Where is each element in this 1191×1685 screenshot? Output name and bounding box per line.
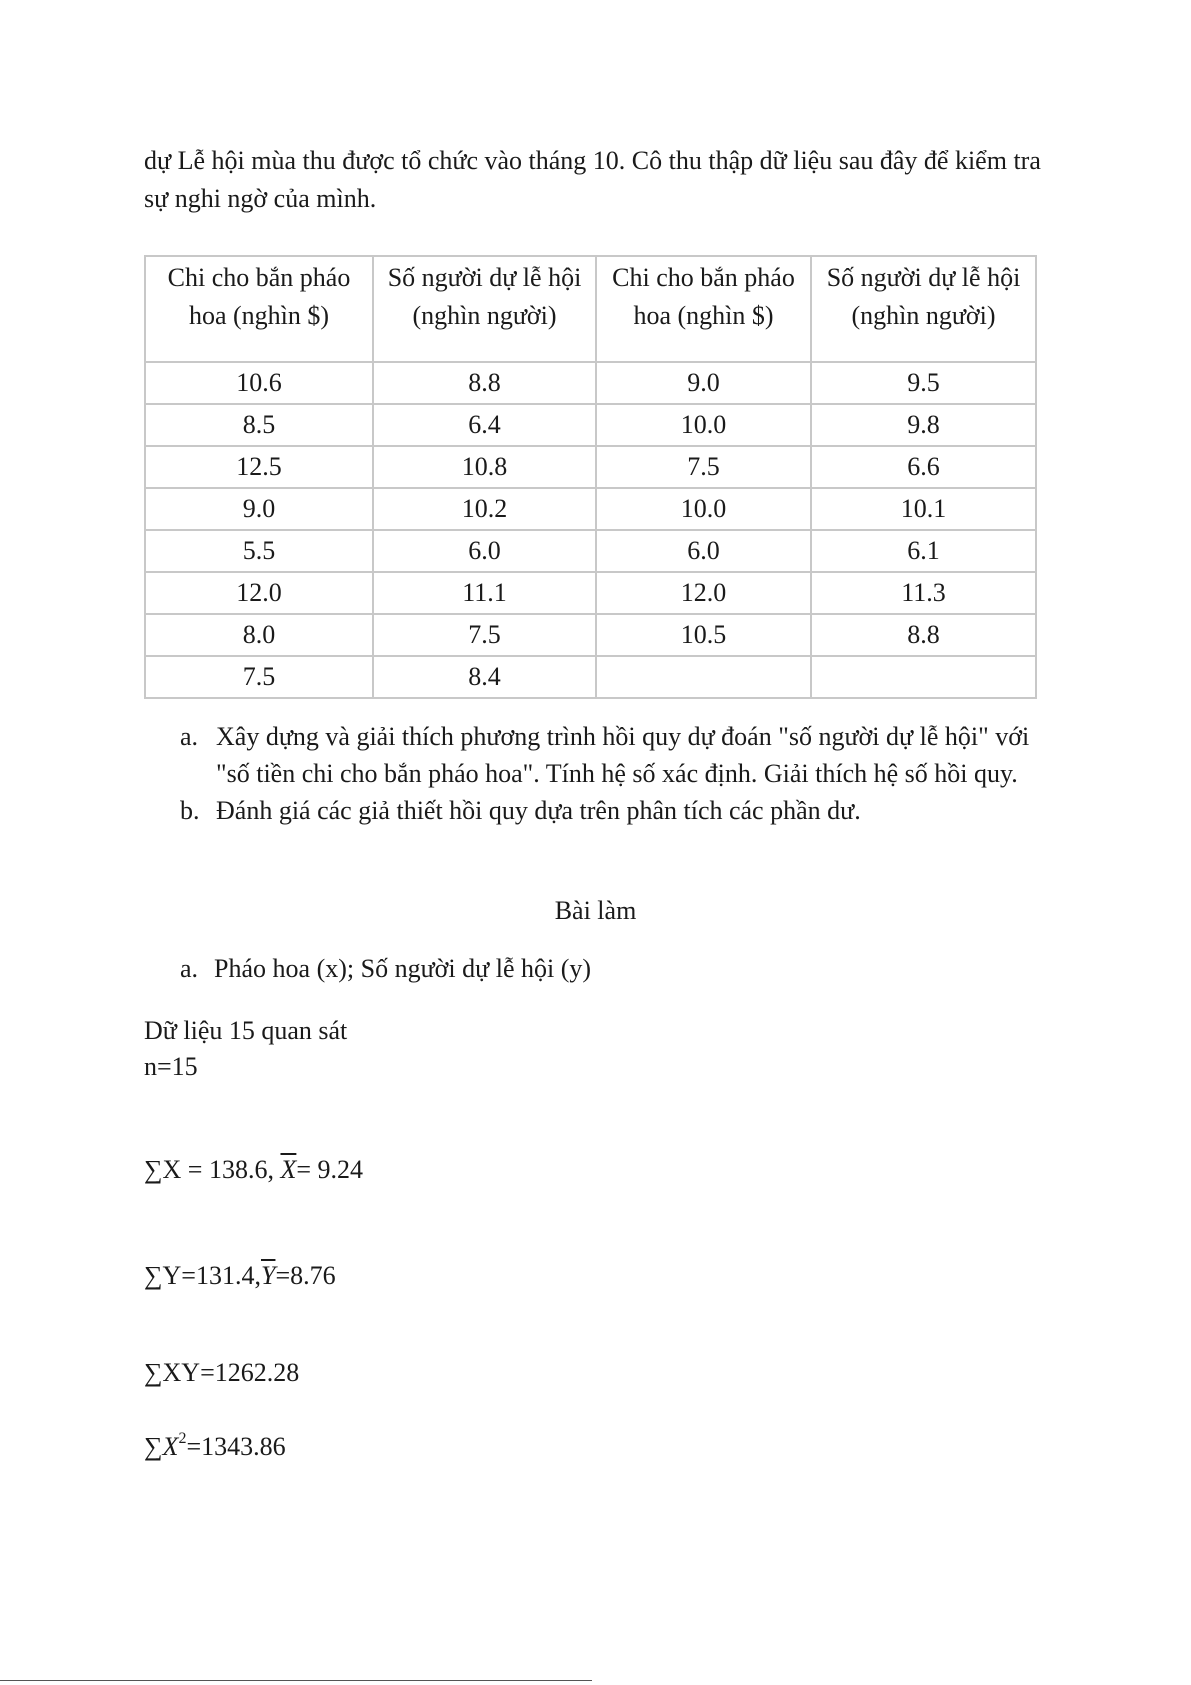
table-header-cell: Số người dự lễ hội (nghìn người)	[373, 256, 596, 362]
mean-symbol: $\overline{Y}$	[260, 1261, 276, 1290]
table-cell: 8.0	[145, 614, 373, 656]
table-cell: 10.2	[373, 488, 596, 530]
formula-part: =1343.86	[186, 1432, 286, 1461]
intro-paragraph: dự Lễ hội mùa thu được tổ chức vào tháng 10. Cô thu thập dữ liệu sau đây để kiểm tra sự nghi ngờ của mình.	[144, 146, 1041, 213]
list-marker: b.	[180, 796, 200, 825]
table-cell: 6.4	[373, 404, 596, 446]
sample-size-text: n=15	[144, 1052, 198, 1081]
table-cell: 10.8	[373, 446, 596, 488]
formula-var: X	[162, 1432, 179, 1461]
formula-part: ∑	[144, 1432, 163, 1461]
table-cell: 7.5	[373, 614, 596, 656]
mean-symbol: $\overline{X}$	[280, 1155, 297, 1184]
footnote-divider	[0, 1680, 592, 1681]
table-cell: 9.5	[811, 362, 1036, 404]
table-cell: 12.0	[145, 572, 373, 614]
formula-part: ∑X = 138.6,	[144, 1155, 281, 1184]
answer-item	[180, 950, 591, 988]
sum-y-formula	[144, 1257, 336, 1295]
table-cell: 12.5	[145, 446, 373, 488]
table-cell: 9.0	[596, 362, 811, 404]
table-cell	[596, 656, 811, 698]
table-header-cell: Chi cho bắn pháo hoa (nghìn $)	[145, 256, 373, 362]
sum-x-formula	[144, 1151, 363, 1189]
table-row	[145, 656, 1036, 698]
table-header-row	[145, 256, 1036, 362]
table-cell: 9.8	[811, 404, 1036, 446]
table-cell: 11.1	[373, 572, 596, 614]
table-row	[145, 614, 1036, 656]
formula-part: = 9.24	[296, 1155, 364, 1184]
answer-text: Pháo hoa (x); Số người dự lễ hội (y)	[214, 954, 592, 983]
question-text: Xây dựng và giải thích phương trình hồi quy dự đoán "số người dự lễ hội" với "số tiền chi cho bắn pháo hoa". Tính hệ số xác định. Giải thích hệ số hồi quy.	[216, 722, 1030, 788]
question-item	[144, 792, 1044, 829]
table-cell: 9.0	[145, 488, 373, 530]
table-cell: 8.5	[145, 404, 373, 446]
table-cell: 8.8	[811, 614, 1036, 656]
table-row	[145, 446, 1036, 488]
table-row	[145, 530, 1036, 572]
table-cell: 7.5	[145, 656, 373, 698]
table-cell: 8.8	[373, 362, 596, 404]
table-cell: 10.6	[145, 362, 373, 404]
question-list	[144, 718, 1044, 829]
list-marker: a.	[180, 954, 199, 983]
formula-part: ∑Y=131.4,	[144, 1261, 261, 1290]
section-heading: Bài làm	[554, 896, 637, 925]
table-cell: 10.1	[811, 488, 1036, 530]
table-cell: 6.0	[373, 530, 596, 572]
table-header-cell: Số người dự lễ hội (nghìn người)	[811, 256, 1036, 362]
formula-part: =8.76	[275, 1261, 336, 1290]
table-row	[145, 572, 1036, 614]
table-cell: 7.5	[596, 446, 811, 488]
question-text: Đánh giá các giả thiết hồi quy dựa trên phân tích các phần dư.	[216, 796, 861, 825]
table-row	[145, 488, 1036, 530]
table-row	[145, 404, 1036, 446]
table-cell: 8.4	[373, 656, 596, 698]
table-cell: 6.1	[811, 530, 1036, 572]
sum-xy-formula: ∑XY=1262.28	[144, 1358, 300, 1387]
table-cell: 10.0	[596, 488, 811, 530]
observation-text: Dữ liệu 15 quan sát	[144, 1016, 348, 1045]
question-item	[144, 718, 1044, 792]
table-cell: 5.5	[145, 530, 373, 572]
table-cell: 11.3	[811, 572, 1036, 614]
table-cell: 10.5	[596, 614, 811, 656]
table-cell: 10.0	[596, 404, 811, 446]
data-table	[144, 255, 1037, 699]
sum-x2-formula	[144, 1428, 286, 1466]
table-cell: 12.0	[596, 572, 811, 614]
table-cell: 6.0	[596, 530, 811, 572]
table-cell	[811, 656, 1036, 698]
list-marker: a.	[180, 722, 199, 751]
formula-exponent: 2	[178, 1430, 187, 1447]
table-cell: 6.6	[811, 446, 1036, 488]
table-row	[145, 362, 1036, 404]
table-header-cell: Chi cho bắn pháo hoa (nghìn $)	[596, 256, 811, 362]
